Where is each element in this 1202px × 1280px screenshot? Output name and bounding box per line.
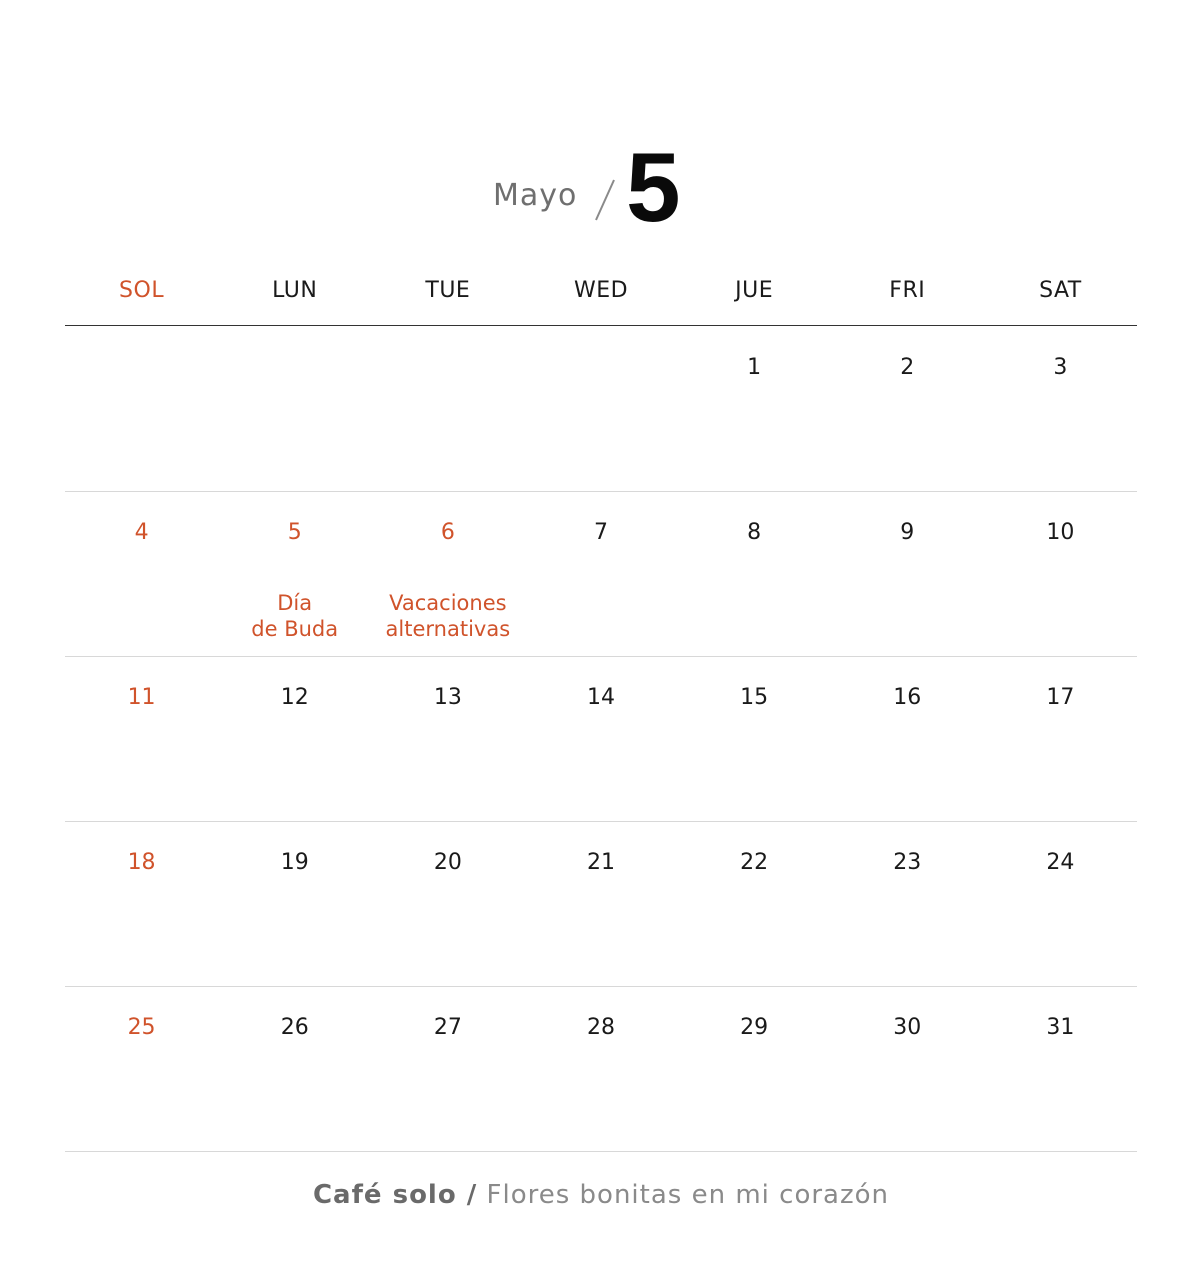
calendar-day-cell[interactable] bbox=[831, 822, 984, 986]
calendar-day-cell[interactable] bbox=[831, 657, 984, 821]
day-number: 1 bbox=[747, 355, 762, 380]
weekday-label: WED bbox=[573, 278, 629, 303]
day-number: 23 bbox=[893, 850, 922, 875]
calendar-week-row bbox=[65, 492, 1137, 657]
calendar-day-cell[interactable] bbox=[984, 987, 1137, 1151]
day-number: 26 bbox=[280, 1015, 309, 1040]
month-name: Mayo bbox=[493, 178, 578, 213]
calendar-empty-cell bbox=[218, 327, 371, 491]
calendar-day-cell[interactable] bbox=[678, 657, 831, 821]
calendar-week-row bbox=[65, 327, 1137, 492]
footer-tagline: Flores bonitas en mi corazón bbox=[486, 1180, 890, 1210]
day-number: 31 bbox=[1046, 1015, 1075, 1040]
weekday-label: TUE bbox=[425, 278, 471, 303]
calendar-day-cell[interactable] bbox=[218, 987, 371, 1151]
calendar-empty-cell bbox=[371, 327, 524, 491]
weekday-label: FRI bbox=[889, 278, 926, 303]
day-number: 17 bbox=[1046, 685, 1075, 710]
weekday-label: JUE bbox=[735, 278, 774, 303]
calendar-day-cell[interactable] bbox=[831, 492, 984, 656]
slash-divider-icon bbox=[590, 178, 620, 222]
holiday-note: Vacaciones alternativas bbox=[385, 591, 511, 641]
weekday-label: SAT bbox=[1039, 278, 1082, 303]
day-number: 22 bbox=[740, 850, 769, 875]
day-number: 18 bbox=[127, 850, 156, 875]
day-number: 14 bbox=[586, 685, 615, 710]
calendar-week-row bbox=[65, 822, 1137, 987]
month-number: 5 bbox=[626, 132, 681, 242]
calendar-grid bbox=[65, 327, 1137, 1152]
calendar-week-row bbox=[65, 657, 1137, 822]
footer-brand: Café solo / bbox=[312, 1180, 478, 1210]
day-number: 19 bbox=[280, 850, 309, 875]
holiday-note: Día de Buda bbox=[251, 591, 339, 641]
footer bbox=[0, 1180, 1202, 1210]
calendar-day-cell[interactable] bbox=[831, 327, 984, 491]
calendar-day-cell[interactable] bbox=[65, 987, 218, 1151]
day-number: 11 bbox=[127, 685, 156, 710]
weekday-header-row bbox=[65, 278, 1137, 308]
header-divider bbox=[65, 325, 1137, 326]
calendar-day-cell[interactable] bbox=[524, 987, 677, 1151]
calendar-day-cell[interactable] bbox=[524, 822, 677, 986]
day-number: 15 bbox=[740, 685, 769, 710]
weekday-label: LUN bbox=[272, 278, 318, 303]
day-number: 7 bbox=[593, 520, 608, 545]
day-number: 30 bbox=[893, 1015, 922, 1040]
calendar-day-cell[interactable] bbox=[678, 987, 831, 1151]
day-number: 9 bbox=[900, 520, 915, 545]
day-number: 24 bbox=[1046, 850, 1075, 875]
calendar-day-cell[interactable] bbox=[678, 327, 831, 491]
day-number: 20 bbox=[433, 850, 462, 875]
day-number: 25 bbox=[127, 1015, 156, 1040]
calendar-header bbox=[0, 132, 1202, 250]
day-number: 2 bbox=[900, 355, 915, 380]
calendar-day-cell[interactable] bbox=[678, 492, 831, 656]
calendar-day-cell[interactable] bbox=[371, 657, 524, 821]
calendar-day-cell[interactable] bbox=[831, 987, 984, 1151]
calendar-day-cell[interactable] bbox=[678, 822, 831, 986]
day-number: 21 bbox=[586, 850, 615, 875]
day-number: 16 bbox=[893, 685, 922, 710]
calendar-day-cell[interactable] bbox=[524, 657, 677, 821]
calendar-day-cell[interactable] bbox=[371, 987, 524, 1151]
calendar-day-cell[interactable] bbox=[371, 822, 524, 986]
day-number: 8 bbox=[747, 520, 762, 545]
calendar-day-cell[interactable] bbox=[984, 822, 1137, 986]
day-number: 3 bbox=[1053, 355, 1068, 380]
day-number: 5 bbox=[287, 520, 302, 545]
day-number: 12 bbox=[280, 685, 309, 710]
calendar-day-cell[interactable] bbox=[984, 492, 1137, 656]
day-number: 29 bbox=[740, 1015, 769, 1040]
calendar-day-cell[interactable] bbox=[65, 657, 218, 821]
calendar-day-cell[interactable] bbox=[371, 492, 524, 656]
calendar-empty-cell bbox=[524, 327, 677, 491]
day-number: 4 bbox=[134, 520, 149, 545]
day-number: 27 bbox=[433, 1015, 462, 1040]
day-number: 10 bbox=[1046, 520, 1075, 545]
calendar-empty-cell bbox=[65, 327, 218, 491]
day-number: 13 bbox=[433, 685, 462, 710]
calendar-day-cell[interactable] bbox=[984, 327, 1137, 491]
calendar-day-cell[interactable] bbox=[524, 492, 677, 656]
day-number: 28 bbox=[586, 1015, 615, 1040]
calendar-day-cell[interactable] bbox=[218, 822, 371, 986]
weekday-label: SOL bbox=[119, 278, 165, 303]
calendar-week-row bbox=[65, 987, 1137, 1152]
calendar-day-cell[interactable] bbox=[65, 492, 218, 656]
calendar-day-cell[interactable] bbox=[984, 657, 1137, 821]
day-number: 6 bbox=[440, 520, 455, 545]
calendar-day-cell[interactable] bbox=[65, 822, 218, 986]
calendar-day-cell[interactable] bbox=[218, 657, 371, 821]
calendar-day-cell[interactable] bbox=[218, 492, 371, 656]
